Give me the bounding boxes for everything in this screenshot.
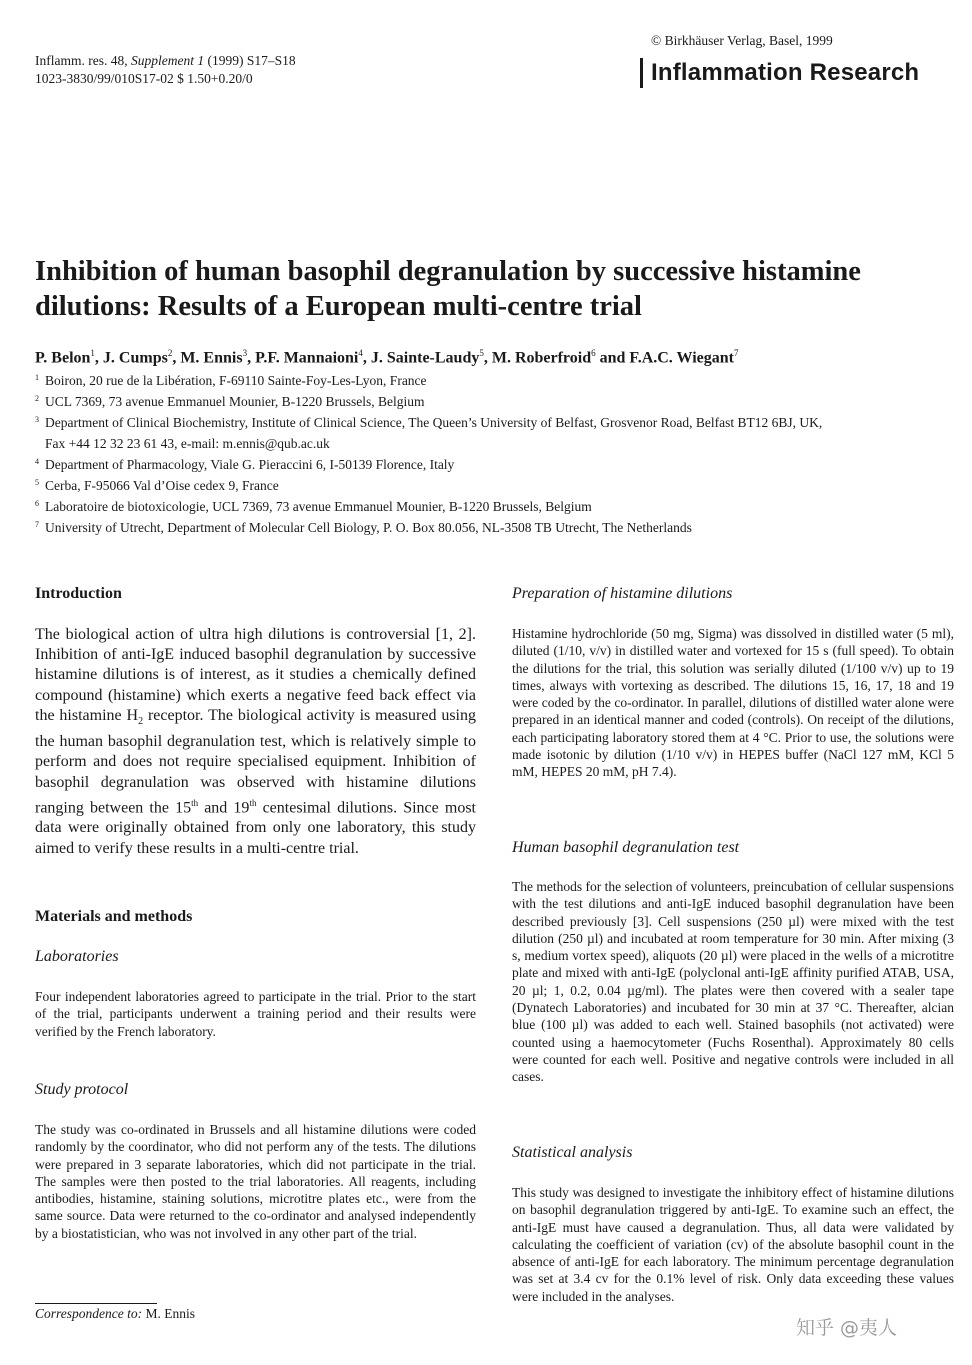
author-affil-num: 5 (479, 348, 484, 358)
affiliation-number: 1 (35, 373, 39, 382)
watermark-text: 知乎 @夷人 (796, 1317, 898, 1339)
author-name: P. Belon (35, 349, 91, 367)
affiliation-number: 6 (35, 499, 39, 508)
journal-logo: Inflammation Research (640, 58, 965, 88)
affiliation-text: Boiron, 20 rue de la Libération, F-69110 Sainte-Foy-Les-Lyon, France (45, 373, 427, 388)
author-affil-num: 2 (167, 348, 173, 358)
affiliation (35, 476, 955, 497)
introduction-heading: Introduction (35, 585, 122, 602)
statistical-analysis-paragraph: This study was designed to investigate the inhibitory effect of histamine dilutions on basophil degranulation triggered by anti-IgE. To examine such an effect, the anti-IgE must have caused a degranulation. Thus, all data were validated by calculating the coefficient of variation (cv) of the absolute basophil count in the absence of anti-IgE for each laboratory. The minimum percentage degranulation was set at 3.4 cv for the 0.1% level of risk. Only data exceeding these values were included in the analyses. (512, 1185, 954, 1304)
basophil-test-paragraph: The methods for the selection of volunteers, preincubation of cellular suspensions with the test dilutions and anti-IgE induced basophil degranulation have been described previously [3]. Cell suspensions (250 µl) were mixed with the test dilution (250 µl) and incubated at room temperature for 30 min. After mixing (3 s, medium vortex speed), aliquots (20 µl) were placed in the wells of a microtitre plate and mixed with anti-IgE (polyclonal anti-IgE affinity purified ATAB, USA, 20 µl; 1, 0.2, 0.04 µg/ml). The plates were then covered with a sealer tape (Dynatech Laboratories) and incubated for 30 min at 37 °C. Thereafter, alcian blue (100 µl) was added to each well. Stained basophils (not activated) were counted using a haemocytometer (Fuchs Rosenthal). Approximately 80 cells were counted for each well. Positive and negative controls were included in all cases. (512, 879, 955, 1085)
study-protocol-heading: Study protocol (35, 1081, 129, 1098)
affiliation-text-contact: Fax +44 12 32 23 61 43, e-mail: m.ennis@qub.ac.uk (45, 435, 330, 451)
affiliation-text: Cerba, F-95066 Val d’Oise cedex 9, France (45, 478, 279, 493)
correspondence-note: Correspondence to: M. Ennis (35, 1306, 195, 1321)
article-title: Inhibition of human basophil degranulation by successive histamine dilutions: Results of a European multi-centre trial (35, 256, 861, 322)
affiliation-text: University of Utrecht, Department of Molecular Cell Biology, P. O. Box 80.056, NL-3508 TB Utrecht, The Netherlands (45, 520, 692, 535)
affiliation (35, 518, 955, 539)
statistical-analysis-heading: Statistical analysis (512, 1144, 633, 1161)
study-protocol-paragraph: The study was co-ordinated in Brussels and all histamine dilutions were coded randomly by the coordinator, who did not perform any of the tests. The dilutions were prepared in 3 separate laboratories, which did not participate in the trial. The samples were then posted to the trial laboratories. All reagents, including antibodies, histamine, staining solutions, microtitre plates etc., were from the same source. Data were returned to the co-ordinator and analysed independently by a biostatistician, who was not involved in any other part of the trial. (35, 1122, 476, 1241)
journal-reference-line2: 1023-3830/99/010S17-02 $ 1.50+0.20/0 (35, 71, 253, 86)
affiliation-text: Laboratoire de biotoxicologie, UCL 7369, 73 avenue Emmanuel Mounier, B-1220 Brussels, Belgium (45, 499, 592, 514)
affiliation (35, 392, 955, 413)
author-name: J. Cumps (102, 349, 168, 367)
author-affil-num: 7 (734, 348, 739, 358)
affiliation-number: 4 (35, 457, 39, 466)
authors-conjunction: and (599, 349, 626, 367)
author-name: F.A.C. Wiegant (629, 349, 734, 367)
laboratories-heading: Laboratories (35, 948, 119, 965)
author-affil-num: 6 (591, 348, 596, 358)
footnote-rule (35, 1303, 157, 1304)
materials-methods-heading: Materials and methods (35, 908, 193, 925)
author-name: M. Ennis (180, 349, 243, 367)
preparation-paragraph: Histamine hydrochloride (50 mg, Sigma) was dissolved in distilled water (5 ml), diluted (1/10, v/v) in distilled water and vortexed for 15 s (full speed). To obtain the dilutions for the trial, this solution was serially diluted (1/100 v/v) up to 19 times, always with vortexing as described. The dilutions 15, 16, 17, 18 and 19 were coded by the co-ordinator. In parallel, dilutions of distilled water alone were prepared in an identical manner and coded (controls). On receipt of the dilutions, each participating laboratory stored them at 4 °C. Prior to use, the solutions were made isotonic by dilution (1/10 v/v) in HEPES buffer (NaCl 127 mM, KCl 5 mM, HEPES 20 mM, pH 7.4). (512, 626, 954, 780)
affiliation-number: 3 (35, 415, 39, 424)
affiliation-text: Department of Pharmacology, Viale G. Pieraccini 6, I-50139 Florence, Italy (45, 457, 455, 472)
author-name: P.F. Mannaioni (255, 349, 359, 367)
affiliation-number: 5 (35, 478, 39, 487)
affiliation-number: 2 (35, 394, 39, 403)
affiliation (35, 413, 955, 454)
author-affil-num: 1 (90, 348, 95, 358)
journal-reference (35, 52, 296, 88)
affiliation-text: UCL 7369, 73 avenue Emmanuel Mounier, B-1220 Brussels, Belgium (45, 394, 425, 409)
author-name: M. Roberfroid (491, 349, 592, 367)
affiliation-text: Department of Clinical Biochemistry, Institute of Clinical Science, The Queen’s University of Belfast, Grosvenor Road, Belfast BT12 6BJ, UK, (45, 415, 823, 430)
preparation-heading: Preparation of histamine dilutions (512, 585, 733, 602)
copyright-notice: © Birkhäuser Verlag, Basel, 1999 (651, 33, 833, 48)
journal-reference-line1: Inflamm. res. 48, Supplement 1 (1999) S17–S18 (35, 53, 296, 68)
laboratories-paragraph: Four independent laboratories agreed to participate in the trial. Prior to the start of the trial, participants underwent a training period and their results were verified by the French laboratory. (35, 989, 476, 1039)
author-list: P. Belon$^1$, J. Cumps$^2$, M. Ennis$^3$, P.F. Mannaioni$^4$, J. Sainte-Laudy$^5$, M. Roberfroid$^6$ and F.A.C. Wiegant$^7$ (35, 348, 739, 367)
introduction-paragraph: The biological action of ultra high dilutions is controversial [1, 2]. Inhibition of anti-IgE induced basophil degranulation by successive histamine dilutions is of interest, as it studies a chemically defined compound (histamine) which exerts a negative feed back effect via the histamine $H_2$ receptor. The biological activity is measured using the human basophil degranulation test, which is relatively simple to perform and does not require specialised equipment. Inhibition of basophil degranulation was observed with histamine dilutions ranging between the 15th and 19th centesimal dilutions. Since most data were originally obtained from only one laboratory, this study aimed to verify these results in a multi-centre trial. (35, 626, 477, 857)
author-name: J. Sainte-Laudy (370, 349, 480, 367)
basophil-test-heading: Human basophil degranulation test (512, 839, 740, 856)
author-affil-num: 3 (242, 348, 248, 358)
affiliation (35, 371, 955, 392)
affiliation (35, 497, 955, 518)
affiliation-number: 7 (35, 520, 39, 529)
author-affil-num: 4 (358, 348, 363, 358)
affiliation (35, 455, 955, 476)
